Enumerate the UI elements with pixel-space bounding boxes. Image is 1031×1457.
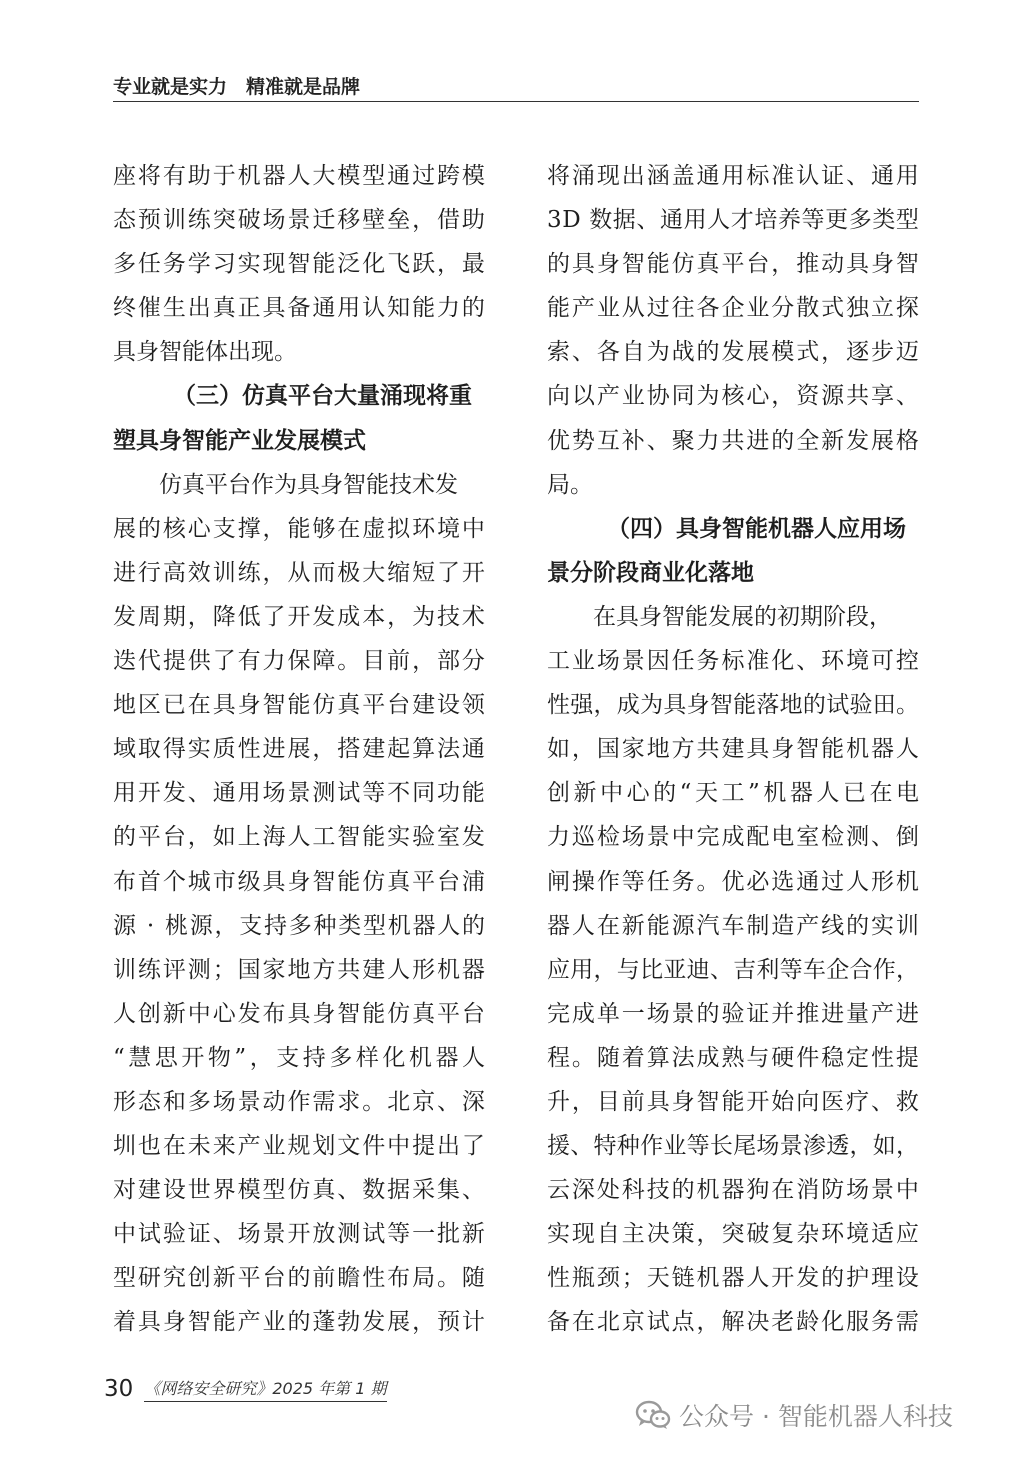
text-line: 向 以 产 业 协 同 为 核 心 ， 资 源 共 享 、 [547,383,919,410]
page-number: 30 [104,1376,134,1402]
text-line: 中 试 验 证 、 场 景 开 放 测 试 等 一 批 新 [113,1221,485,1248]
text-line: 圳 也 在 未 来 产 业 规 划 文 件 中 提 出 了 [113,1133,485,1160]
page-footer [104,1376,387,1402]
section-heading: 景分阶段商业化落地 [547,559,754,586]
text-line: 闸 操 作 等 任 务 。 优 必 选 通 过 人 形 机 [547,868,919,895]
text-line: 仿真平台作为具身智能技术发 [159,471,458,498]
journal-title: 《网络安全研究》2025 年第 1 期 [144,1376,386,1402]
text-line: 应 用 ， 与 比 亚 迪 、 吉 利 等 车 企 合 作 ， [547,956,919,983]
text-line: 的 具 身 智 能 仿 真 平 台 ， 推 动 具 身 智 [547,251,919,278]
text-line: 座 将 有 助 于 机 器 人 大 模 型 通 过 跨 模 [113,163,485,189]
text-line: 局。 [547,471,593,498]
text-line: 力 巡 检 场 景 中 完 成 配 电 室 检 测 、 倒 [547,824,919,851]
text-line: 器 人 在 新 能 源 汽 车 制 造 产 线 的 实 训 [547,912,919,939]
left-column [113,154,485,1345]
text-line: 人 创 新 中 心 发 布 具 身 智 能 仿 真 平 台 [113,1000,485,1027]
text-line: 援 、 特 种 作 业 等 长 尾 场 景 渗 透 ， 如 ， [547,1133,919,1160]
header-slogan: 专业就是实力 精准就是品牌 [113,76,361,98]
text-line: 性 瓶 颈 ； 天 链 机 器 人 开 发 的 护 理 设 [547,1265,919,1292]
text-line: 源 · 桃 源 ， 支 持 多 种 类 型 机 器 人 的 [113,912,485,939]
text-line: 将 涌 现 出 涵 盖 通 用 标 准 认 证 、 通 用 [547,163,919,189]
text-line: 完 成 单 一 场 景 的 验 证 并 推 进 量 产 进 [547,1000,919,1027]
text-line: 多 任 务 学 习 实 现 智 能 泛 化 飞 跃 ， 最 [113,251,485,278]
text-line: 实 现 自 主 决 策 ， 突 破 复 杂 环 境 适 应 [547,1221,919,1248]
text-line: 展 的 核 心 支 撑 ， 能 够 在 虚 拟 环 境 中 [113,515,485,542]
text-line: 用 开 发 、 通 用 场 景 测 试 等 不 同 功 能 [113,780,485,807]
text-line: 形 态 和 多 场 景 动 作 需 求 。 北 京 、 深 [113,1088,485,1115]
text-line: 训 练 评 测 ； 国 家 地 方 共 建 人 形 机 器 [113,956,485,983]
text-line: 索 、 各 自 为 战 的 发 展 模 式 ， 逐 步 迈 [547,339,919,366]
text-line: 域 取 得 实 质 性 进 展 ， 搭 建 起 算 法 通 [113,736,485,763]
text-line: 云 深 处 科 技 的 机 器 狗 在 消 防 场 景 中 [547,1177,919,1204]
text-line: 具身智能体出现。 [113,339,297,366]
section-heading: （四）具身智能机器人应用场 [607,515,906,542]
text-line: 的 平 台 ， 如 上 海 人 工 智 能 实 验 室 发 [113,824,485,851]
text-line: 布 首 个 城 市 级 具 身 智 能 仿 真 平 台 浦 [113,868,485,895]
text-line: 型 研 究 创 新 平 台 的 前 瞻 性 布 局 。 随 [113,1265,485,1292]
text-line: 迭 代 提 供 了 有 力 保 障 。 目 前 ， 部 分 [113,648,485,675]
section-heading: （三）仿真平台大量涌现将重 [173,383,472,410]
text-line: 性 强 ， 成 为 具 身 智 能 落 地 的 试 验 田 。 [547,692,919,719]
text-line: 地 区 已 在 具 身 智 能 仿 真 平 台 建 设 领 [113,692,485,719]
text-line: 备 在 北 京 试 点 ， 解 决 老 龄 化 服 务 需 [547,1309,919,1336]
watermark [635,1397,953,1433]
text-line: 发 周 期 ， 降 低 了 开 发 成 本 ， 为 技 术 [113,603,485,630]
text-line: 能 产 业 从 过 往 各 企 业 分 散 式 独 立 探 [547,295,919,322]
text-line: 进 行 高 效 训 练 ， 从 而 极 大 缩 短 了 开 [113,559,485,586]
text-line: 3 D 数 据 、 通 用 人 才 培 养 等 更 多 类 型 [547,207,919,234]
text-line: 升 ， 目 前 具 身 智 能 开 始 向 医 疗 、 救 [547,1088,919,1115]
page-header [113,72,919,99]
text-line: “ 慧 思 开 物 ” ， 支 持 多 样 化 机 器 人 [113,1044,485,1071]
right-column [547,154,919,1345]
text-line: 在具身智能发展的初期阶段， [593,603,892,630]
section-heading: 塑具身智能产业发展模式 [113,427,366,454]
text-line: 着 具 身 智 能 产 业 的 蓬 勃 发 展 ， 预 计 [113,1309,485,1336]
text-line: 工 业 场 景 因 任 务 标 准 化 、 环 境 可 控 [547,648,919,675]
text-line: 对 建 设 世 界 模 型 仿 真 、 数 据 采 集 、 [113,1177,485,1204]
header-divider [113,101,919,102]
watermark-text: 公众号 · 智能机器人科技 [679,1402,953,1431]
text-line: 态 预 训 练 突 破 场 景 迁 移 壁 垒 ， 借 助 [113,207,485,234]
text-line: 如 ， 国 家 地 方 共 建 具 身 智 能 机 器 人 [547,736,919,763]
text-line: 优 势 互 补 、 聚 力 共 进 的 全 新 发 展 格 [547,427,919,454]
text-line: 程 。 随 着 算 法 成 熟 与 硬 件 稳 定 性 提 [547,1044,919,1071]
wechat-icon [635,1400,671,1430]
text-line: 创 新 中 心 的 “ 天 工 ” 机 器 人 已 在 电 [547,780,919,807]
text-line: 终 催 生 出 真 正 具 备 通 用 认 知 能 力 的 [113,295,485,322]
